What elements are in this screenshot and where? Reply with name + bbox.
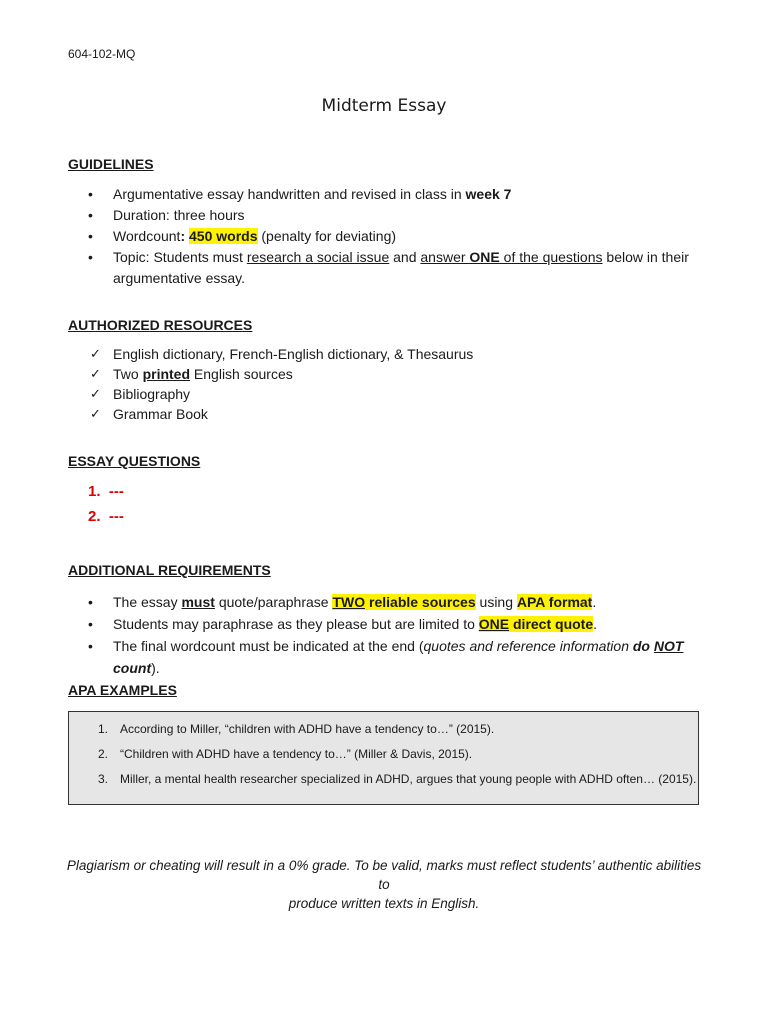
apa-text: Miller, a mental health researcher specialized in ADHD, argues that young people with ADHD often… (2015). bbox=[120, 772, 697, 786]
bullet-icon: • bbox=[88, 638, 93, 654]
item-text: Duration: three hours bbox=[113, 207, 245, 223]
guidelines-heading: GUIDELINES bbox=[68, 156, 154, 172]
bullet-icon: • bbox=[88, 594, 93, 610]
additional-heading: ADDITIONAL REQUIREMENTS bbox=[68, 562, 271, 578]
item-text: . bbox=[593, 616, 598, 632]
list-item bbox=[68, 247, 708, 268]
item-continuation: argumentative essay. bbox=[113, 270, 246, 286]
underline-text: research a social issue bbox=[246, 249, 390, 265]
bullet-icon: • bbox=[88, 616, 93, 632]
question-text: --- bbox=[108, 483, 124, 500]
list-item bbox=[68, 205, 708, 226]
item-text: The essay bbox=[113, 594, 182, 610]
underline-text: of the questions bbox=[499, 249, 603, 265]
item-bold: : bbox=[180, 228, 186, 244]
check-icon: ✓ bbox=[90, 366, 101, 381]
notice-line: produce written texts in English. bbox=[288, 896, 480, 911]
item-text: The final wordcount must be indicated at the end ( bbox=[113, 638, 424, 654]
additional-list bbox=[68, 591, 708, 679]
underline-text: answer bbox=[420, 249, 470, 265]
course-code: 604-102-MQ bbox=[68, 47, 136, 61]
item-text: . bbox=[592, 594, 597, 610]
italic-text: quotes and reference information bbox=[423, 638, 633, 654]
highlight: 450 words bbox=[189, 228, 258, 244]
item-text: Argumentative essay handwritten and revised in class in bbox=[113, 186, 466, 202]
apa-number: 2. bbox=[98, 747, 109, 761]
bullet-icon: • bbox=[88, 249, 93, 265]
page-title: Midterm Essay bbox=[321, 96, 447, 116]
underline-bold-text: printed bbox=[142, 366, 191, 382]
check-icon: ✓ bbox=[90, 406, 101, 421]
bullet-icon: • bbox=[88, 207, 93, 223]
highlight: APA format bbox=[516, 594, 593, 610]
question-number: 1. bbox=[88, 483, 101, 500]
list-item bbox=[68, 226, 708, 247]
list-item bbox=[68, 613, 708, 635]
apa-number: 3. bbox=[98, 772, 109, 786]
apa-text: According to Miller, “children with ADHD have a tendency to…” (2015). bbox=[120, 722, 495, 736]
question-text: --- bbox=[108, 508, 124, 525]
highlight: ONE bbox=[478, 616, 510, 632]
list-item bbox=[68, 635, 708, 679]
item-bold: week 7 bbox=[465, 186, 512, 202]
list-item bbox=[68, 404, 708, 424]
question-item bbox=[88, 504, 124, 529]
resources-list bbox=[68, 344, 708, 424]
item-text: quote/paraphrase bbox=[214, 594, 333, 610]
item-text: Grammar Book bbox=[113, 406, 208, 422]
underline-bold-text: must bbox=[181, 594, 215, 610]
bold-italic-text: count bbox=[113, 660, 152, 676]
list-item bbox=[68, 184, 708, 205]
item-text: Students may paraphrase as they please but are limited to bbox=[113, 616, 479, 632]
bold-italic-text: do bbox=[632, 638, 654, 654]
bullet-icon: • bbox=[88, 228, 93, 244]
question-number: 2. bbox=[88, 508, 101, 525]
guidelines-list bbox=[68, 184, 708, 288]
item-text: Wordcount bbox=[113, 228, 181, 244]
item-text: (penalty for deviating) bbox=[257, 228, 397, 244]
list-item bbox=[68, 384, 708, 404]
apa-examples-box bbox=[68, 711, 699, 805]
item-text: Two bbox=[113, 366, 143, 382]
questions-list bbox=[88, 479, 124, 529]
plagiarism-notice bbox=[60, 856, 708, 913]
questions-heading: ESSAY QUESTIONS bbox=[68, 453, 201, 469]
item-text: and bbox=[389, 249, 421, 265]
apa-heading: APA EXAMPLES bbox=[68, 682, 177, 698]
highlight: direct quote bbox=[509, 616, 594, 632]
item-text: English dictionary, French-English dictionary, & Thesaurus bbox=[113, 346, 474, 362]
underline-bold-text: ONE bbox=[469, 249, 500, 265]
check-icon: ✓ bbox=[90, 386, 101, 401]
item-text: using bbox=[475, 594, 517, 610]
list-item bbox=[68, 364, 708, 384]
notice-line: Plagiarism or cheating will result in a 0% grade. To be valid, marks must reflect students’ authentic abilities to bbox=[66, 858, 702, 892]
question-item bbox=[88, 479, 124, 504]
apa-text: “Children with ADHD have a tendency to…” (Miller & Davis, 2015). bbox=[120, 747, 473, 761]
item-text: ). bbox=[151, 660, 160, 676]
item-text: Bibliography bbox=[113, 386, 191, 402]
item-text: below in their bbox=[602, 249, 689, 265]
list-item bbox=[68, 591, 708, 613]
highlight: reliable sources bbox=[365, 594, 476, 610]
resources-heading: AUTHORIZED RESOURCES bbox=[68, 317, 253, 333]
item-text: English sources bbox=[190, 366, 293, 382]
check-icon: ✓ bbox=[90, 346, 101, 361]
bold-italic-underline-text: NOT bbox=[653, 638, 684, 654]
highlight: TWO bbox=[332, 594, 366, 610]
list-item bbox=[68, 344, 708, 364]
apa-number: 1. bbox=[98, 722, 109, 736]
bullet-icon: • bbox=[88, 186, 93, 202]
item-text: Topic: Students must bbox=[113, 249, 247, 265]
